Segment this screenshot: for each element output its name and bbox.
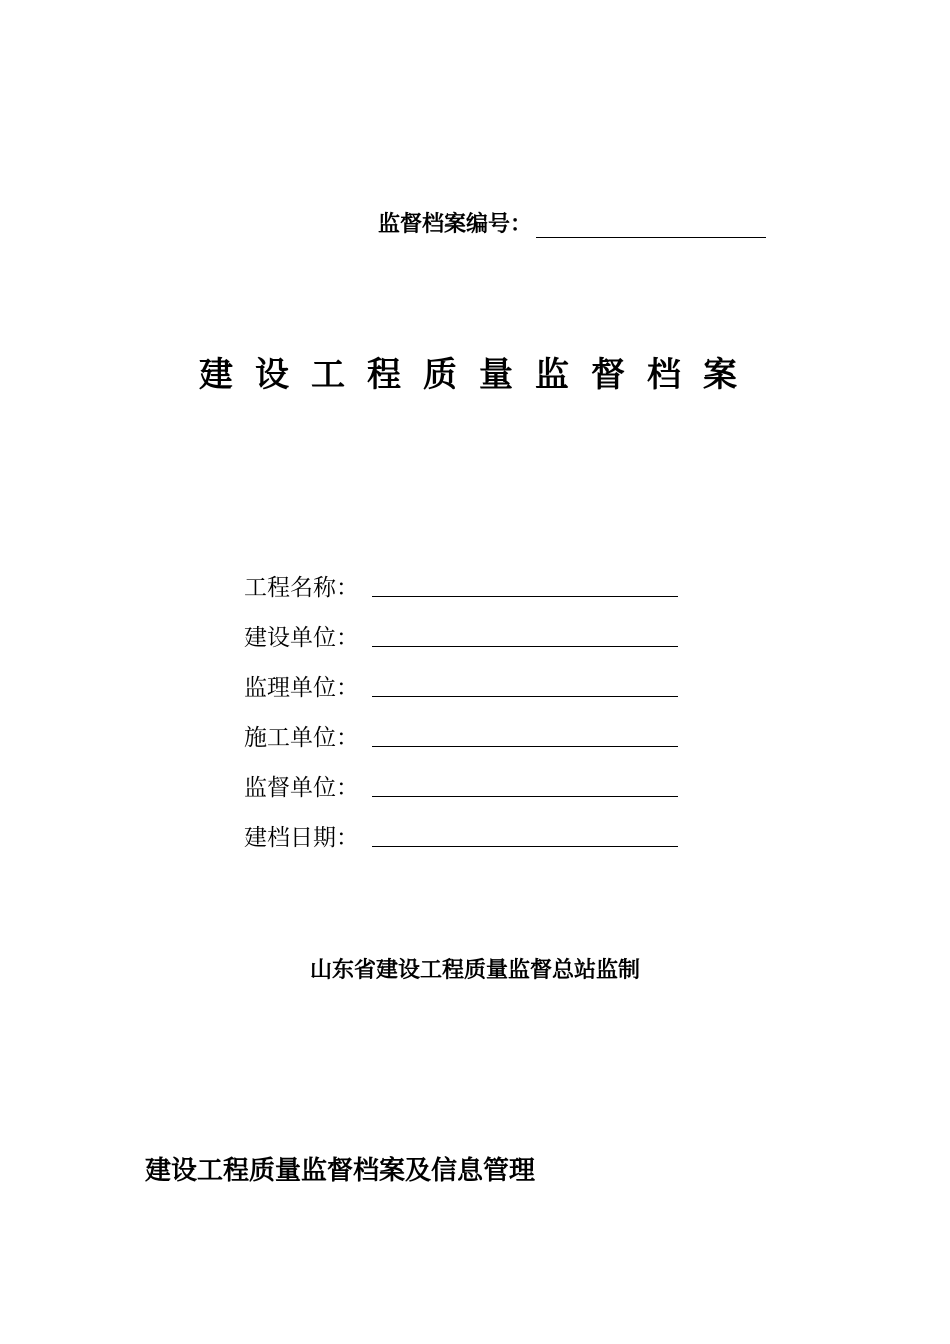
field-label: 监理单位： xyxy=(244,675,359,701)
field-blank[interactable] xyxy=(372,646,678,647)
field-archive-date xyxy=(244,806,678,856)
info-fields xyxy=(244,556,678,856)
field-supervision-unit xyxy=(244,656,678,706)
field-blank[interactable] xyxy=(372,746,678,747)
field-label: 建设单位： xyxy=(244,625,359,651)
field-label: 监督单位： xyxy=(244,775,359,801)
document-title: 建设工程质量监督档案 xyxy=(199,355,759,395)
field-blank[interactable] xyxy=(372,696,678,697)
field-construction-unit xyxy=(244,606,678,656)
field-label: 施工单位： xyxy=(244,725,359,751)
archive-number-blank[interactable] xyxy=(536,237,766,238)
issuer-text: 山东省建设工程质量监督总站监制 xyxy=(309,958,640,983)
field-blank[interactable] xyxy=(372,596,678,597)
field-blank[interactable] xyxy=(372,846,678,847)
field-project-name xyxy=(244,556,678,606)
field-contractor-unit xyxy=(244,706,678,756)
field-oversight-unit xyxy=(244,756,678,806)
field-label: 工程名称： xyxy=(244,575,359,601)
archive-number-label: 监督档案编号： xyxy=(378,212,533,237)
section-heading: 建设工程质量监督档案及信息管理 xyxy=(145,1156,536,1186)
field-blank[interactable] xyxy=(372,796,678,797)
field-label: 建档日期： xyxy=(244,825,359,851)
archive-number-row xyxy=(378,210,766,240)
